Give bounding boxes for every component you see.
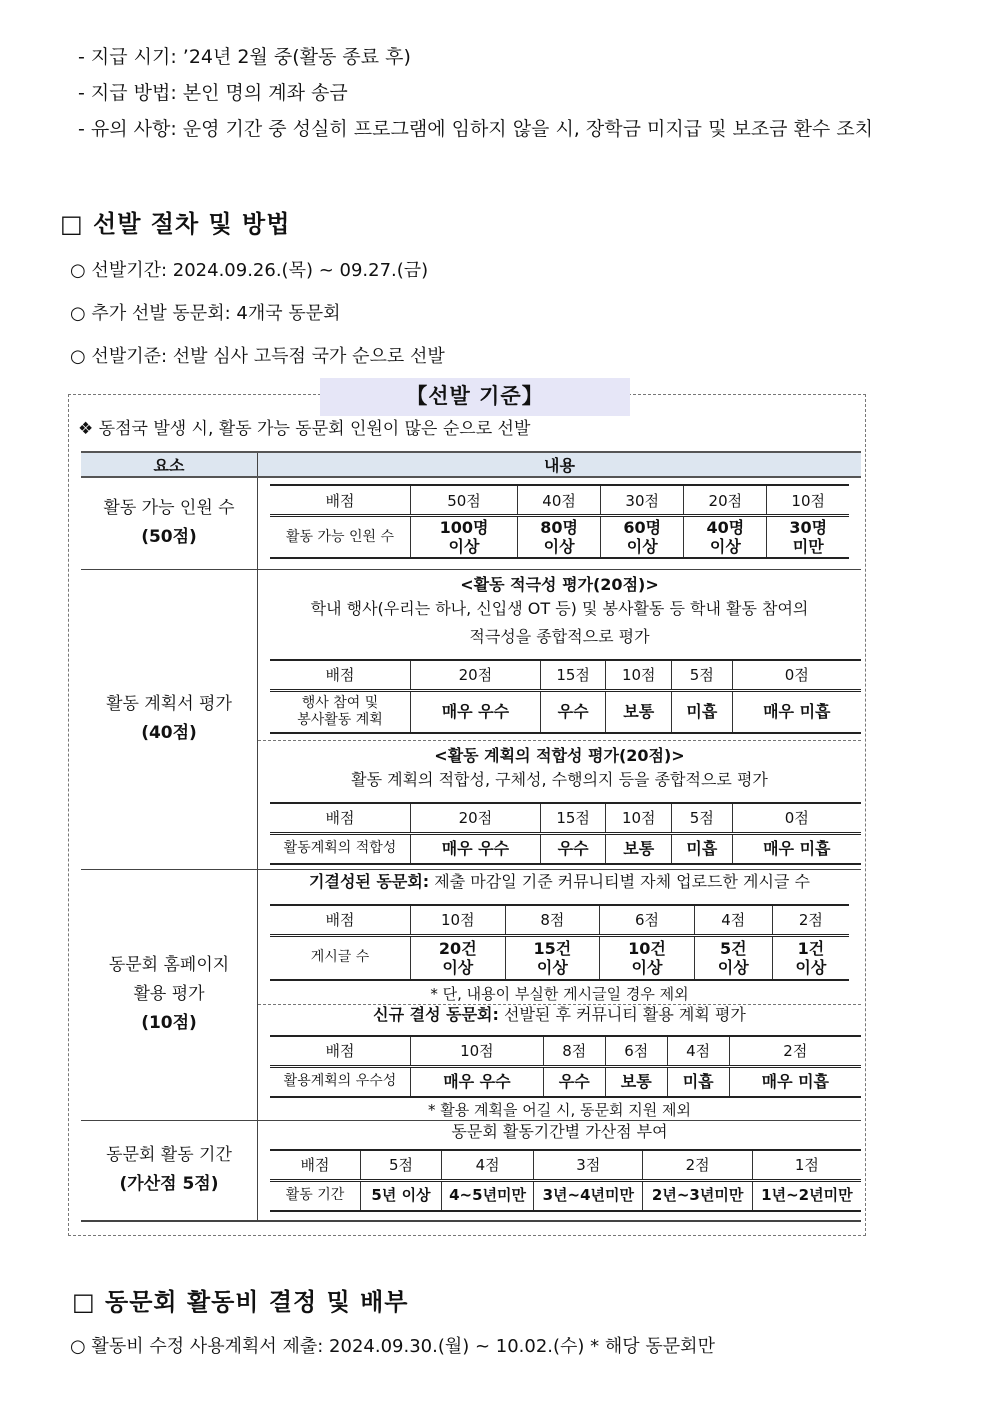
cell: 우수 bbox=[540, 690, 606, 733]
selection-period: ○ 선발기간: 2024.09.26.(목) ~ 09.27.(금) bbox=[70, 260, 429, 281]
plan-suitability-title: <활동 계획의 적합성 평가(20점)> bbox=[434, 745, 685, 765]
cell: 8점 bbox=[543, 1036, 605, 1067]
element-name: 동문회 활동 기간 bbox=[106, 1145, 232, 1165]
cell: 배점 bbox=[270, 1150, 361, 1181]
cell: 6점 bbox=[605, 1036, 667, 1067]
cell: 배점 bbox=[270, 905, 411, 936]
cell: 20점 bbox=[684, 485, 767, 516]
cell: 1점 bbox=[752, 1150, 861, 1181]
cell: 10점 bbox=[411, 905, 506, 936]
criteria-table bbox=[81, 451, 861, 1222]
existing-alumni-label: 기결성된 동문회: bbox=[309, 871, 430, 891]
cell: 30명 미만 bbox=[767, 516, 849, 559]
cell: 보통 bbox=[606, 690, 672, 733]
posts-score-table bbox=[270, 904, 849, 981]
cell: 0점 bbox=[732, 803, 861, 834]
cell: 게시글 수 bbox=[270, 935, 411, 980]
activeness-score-table bbox=[270, 659, 861, 734]
cell: 보통 bbox=[605, 1066, 667, 1097]
plan-activeness-title: <활동 적극성 평가(20점)> bbox=[460, 574, 659, 594]
cell: 매우 미흡 bbox=[732, 690, 861, 733]
period-score-table bbox=[270, 1149, 861, 1212]
cell: 배점 bbox=[270, 803, 411, 834]
cell: 우수 bbox=[543, 1066, 605, 1097]
cell: 매우 우수 bbox=[411, 833, 541, 864]
plan-activeness-desc2: 적극성을 종합적으로 평가 bbox=[469, 626, 650, 646]
participants-score-table bbox=[270, 484, 849, 559]
cell: 100명 이상 bbox=[411, 516, 518, 559]
plan-activeness-desc1: 학내 행사(우리는 하나, 신입생 OT 등) 및 봉사활동 등 학내 활동 참여의 bbox=[310, 598, 809, 618]
criteria-box-title: 【선발 기준】 bbox=[320, 378, 630, 416]
element-homepage bbox=[81, 869, 258, 1120]
new-alumni-label: 신규 결성 동문회: bbox=[373, 1004, 499, 1024]
existing-alumni-desc: 제출 마감일 기준 커뮤니티별 자체 업로드한 게시글 수 bbox=[429, 871, 810, 891]
new-alumni-title bbox=[258, 1005, 861, 1025]
section-title-budget: □ 동문회 활동비 결정 및 배부 bbox=[72, 1288, 409, 1316]
header-element: 요소 bbox=[81, 452, 258, 477]
cell: 10점 bbox=[606, 803, 672, 834]
new-alumni-desc: 선발된 후 커뮤니티 활용 계획 평가 bbox=[498, 1004, 746, 1024]
element-name: 활용 평가 bbox=[133, 984, 205, 1004]
cell: 2년~3년미만 bbox=[643, 1180, 752, 1211]
cell: 10점 bbox=[767, 485, 849, 516]
caution-line: - 유의 사항: 운영 기간 중 성실히 프로그램에 임하지 않을 시, 장학금 미지급 및 보조금 환수 조치 bbox=[78, 118, 874, 140]
cell: 미흡 bbox=[667, 1066, 729, 1097]
cell: 15점 bbox=[540, 803, 606, 834]
element-points: (50점) bbox=[141, 527, 197, 548]
existing-alumni-title bbox=[258, 868, 861, 896]
payment-time-line: - 지급 시기: ’24년 2월 중(활동 종료 후) bbox=[78, 46, 411, 68]
cell: 활동 가능 인원 수 bbox=[270, 516, 411, 559]
cell: 40점 bbox=[518, 485, 601, 516]
cell: 5점 bbox=[361, 1150, 442, 1181]
cell: 40명 이상 bbox=[684, 516, 767, 559]
content-participants bbox=[258, 477, 862, 569]
cell: 2점 bbox=[643, 1150, 752, 1181]
cell: 미흡 bbox=[672, 690, 733, 733]
element-participants bbox=[81, 477, 258, 569]
cell: 3년~4년미만 bbox=[534, 1180, 643, 1211]
cell: 6점 bbox=[600, 905, 695, 936]
cell: 2점 bbox=[729, 1036, 861, 1067]
cell: 활동계획의 적합성 bbox=[270, 833, 411, 864]
cell: 20점 bbox=[411, 660, 541, 691]
cell: 활동 기간 bbox=[270, 1180, 361, 1211]
payment-method-line: - 지급 방법: 본인 명의 계좌 송금 bbox=[78, 82, 348, 104]
element-points: (40점) bbox=[141, 723, 197, 743]
cell: 1년~2년미만 bbox=[752, 1180, 861, 1211]
cell: 4점 bbox=[442, 1150, 534, 1181]
header-content: 내용 bbox=[258, 452, 862, 477]
additional-selection: ○ 추가 선발 동문회: 4개국 동문회 bbox=[70, 303, 341, 324]
cell: 4점 bbox=[694, 905, 772, 936]
cell: 활용계획의 우수성 bbox=[270, 1066, 411, 1097]
cell: 행사 참여 및 봉사활동 계획 bbox=[270, 690, 411, 733]
cell: 5점 bbox=[672, 660, 733, 691]
period-desc: 동문회 활동기간별 가산점 부여 bbox=[451, 1121, 668, 1141]
element-period bbox=[81, 1120, 258, 1221]
content-period bbox=[258, 1120, 862, 1221]
cell: 배점 bbox=[270, 1036, 411, 1067]
cell: 5년 이상 bbox=[361, 1180, 442, 1211]
element-name: 활동 가능 인원 수 bbox=[103, 498, 235, 519]
cell: 8점 bbox=[505, 905, 600, 936]
posts-note: * 단, 내용이 부실한 게시글일 경우 제외 bbox=[430, 984, 689, 1003]
cell: 15건 이상 bbox=[505, 935, 600, 980]
cell: 매우 우수 bbox=[411, 1066, 544, 1097]
tie-rule: ❖ 동점국 발생 시, 활동 가능 동문회 인원이 많은 순으로 선발 bbox=[78, 419, 531, 439]
element-plan bbox=[81, 569, 258, 869]
cell: 4~5년미만 bbox=[442, 1180, 534, 1211]
cell: 5점 bbox=[672, 803, 733, 834]
section-title-selection: □ 선발 절차 및 방법 bbox=[60, 210, 291, 238]
cell: 3점 bbox=[534, 1150, 643, 1181]
content-homepage bbox=[258, 869, 862, 1120]
element-name: 활동 계획서 평가 bbox=[106, 694, 232, 714]
cell: 10건 이상 bbox=[600, 935, 695, 980]
cell: 미흡 bbox=[672, 833, 733, 864]
cell: 배점 bbox=[270, 485, 411, 516]
element-points: (10점) bbox=[141, 1013, 197, 1033]
cell: 80명 이상 bbox=[518, 516, 601, 559]
cell: 30점 bbox=[601, 485, 684, 516]
element-name: 동문회 홈페이지 bbox=[108, 955, 230, 975]
cell: 0점 bbox=[732, 660, 861, 691]
cell: 매우 미흡 bbox=[732, 833, 861, 864]
usage-plan-note: * 활용 계획을 어길 시, 동문회 지원 제외 bbox=[428, 1100, 691, 1119]
cell: 매우 미흡 bbox=[729, 1066, 861, 1097]
cell: 60명 이상 bbox=[601, 516, 684, 559]
cell: 우수 bbox=[540, 833, 606, 864]
usage-plan-score-table bbox=[270, 1035, 861, 1098]
cell: 2점 bbox=[772, 905, 849, 936]
selection-criteria-line: ○ 선발기준: 선발 심사 고득점 국가 순으로 선발 bbox=[70, 346, 445, 367]
cell: 10점 bbox=[606, 660, 672, 691]
cell: 1건 이상 bbox=[772, 935, 849, 980]
cell: 배점 bbox=[270, 660, 411, 691]
cell: 20점 bbox=[411, 803, 541, 834]
cell: 매우 우수 bbox=[411, 690, 541, 733]
content-plan bbox=[258, 569, 862, 869]
cell: 20건 이상 bbox=[411, 935, 506, 980]
cell: 10점 bbox=[411, 1036, 544, 1067]
plan-suitability-desc: 활동 계획의 적합성, 구체성, 수행의지 등을 종합적으로 평가 bbox=[351, 769, 768, 789]
cell: 15점 bbox=[540, 660, 606, 691]
cell: 50점 bbox=[411, 485, 518, 516]
budget-plan-submission: ○ 활동비 수정 사용계획서 제출: 2024.09.30.(월) ~ 10.02.(수) * 해당 동문회만 bbox=[70, 1336, 715, 1357]
suitability-score-table bbox=[270, 802, 861, 865]
cell: 보통 bbox=[606, 833, 672, 864]
cell: 4점 bbox=[667, 1036, 729, 1067]
element-points: (가산점 5점) bbox=[119, 1174, 219, 1194]
cell: 5건 이상 bbox=[694, 935, 772, 980]
